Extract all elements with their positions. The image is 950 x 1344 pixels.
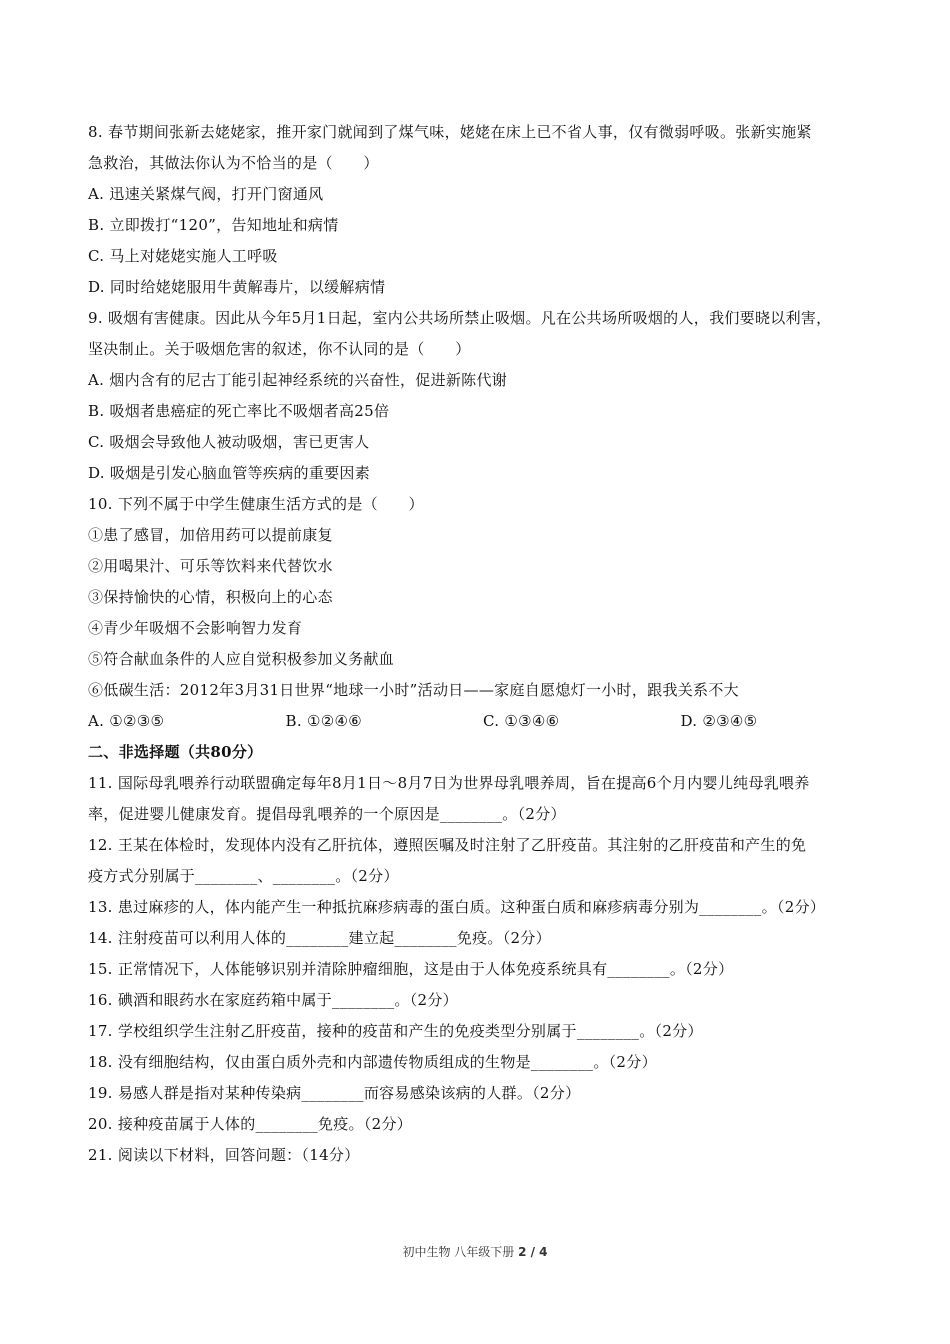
text-line: 19. 易感人群是指对某种传染病________而容易感染该病的人群。（2分） [88,1084,581,1102]
text-line: 8. 春节期间张新去姥姥家，推开家门就闻到了煤气味，姥姥在床上已不省人事，仅有微弱呼吸。张新实施紧 [88,123,812,141]
q10-option-a: A. ①②③⑤ [88,712,165,730]
text-line: 急救治，其做法你认为不恰当的是（ ） [88,154,379,172]
statement-line: ⑥低碳生活：2012年3月31日世界“地球一小时”活动日——家庭自愿熄灯一小时，跟我关系不大 [88,681,739,699]
page-number: 2 / 4 [518,1245,548,1259]
text-line: 16. 碘酒和眼药水在家庭药箱中属于________。（2分） [88,991,458,1009]
section-title: 二、非选择题（共80分） [88,743,263,761]
option-line: A. 烟内含有的尼古丁能引起神经系统的兴奋性，促进新陈代谢 [88,371,508,389]
text-line: 10. 下列不属于中学生健康生活方式的是（ ） [88,495,424,513]
q10-options [88,706,878,737]
q10-option-b: B. ①②④⑥ [285,712,362,730]
text-line: 疫方式分别属于________、________。（2分） [88,867,399,885]
text-line: 15. 正常情况下，人体能够识别并清除肿瘤细胞，这是由于人体免疫系统具有________。（2分） [88,960,734,978]
statement-line: ③保持愉快的心情，积极向上的心态 [88,588,333,606]
page-footer [0,1243,950,1260]
text-line: 13. 患过麻疹的人，体内能产生一种抵抗麻疹病毒的蛋白质。这种蛋白质和麻疹病毒分别为________。（2分） [88,898,826,916]
text-line: 率，促进婴儿健康发育。提倡母乳喂养的一个原因是________。（2分） [88,805,566,823]
statement-line: ⑤符合献血条件的人应自觉积极参加义务献血 [88,650,395,668]
option-line: C. 马上对姥姥实施人工呼吸 [88,247,278,265]
text-line: 9. 吸烟有害健康。因此从今年5月1日起，室内公共场所禁止吸烟。凡在公共场所吸烟的人，我们要晓以利害， [88,309,832,327]
text-line: 20. 接种疫苗属于人体的________免疫。（2分） [88,1115,413,1133]
option-line: D. 同时给姥姥服用牛黄解毒片，以缓解病情 [88,278,386,296]
text-line: 12. 王某在体检时，发现体内没有乙肝抗体，遵照医嘱及时注射了乙肝疫苗。其注射的乙肝疫苗和产生的免 [88,836,807,854]
text-line: 14. 注射疫苗可以利用人体的________建立起________免疫。（2分） [88,929,551,947]
text-line: 坚决制止。关于吸烟危害的叙述，你不认同的是（ ） [88,340,471,358]
q10-option-d: D. ②③④⑤ [680,712,758,730]
statement-line: ②用喝果汁、可乐等饮料来代替饮水 [88,557,333,575]
option-line: A. 迅速关紧煤气阀，打开门窗通风 [88,185,324,203]
text-line: 18. 没有细胞结构，仅由蛋白质外壳和内部遗传物质组成的生物是________。（2分） [88,1053,657,1071]
option-line: C. 吸烟会导致他人被动吸烟，害已更害人 [88,433,370,451]
option-line: D. 吸烟是引发心脑血管等疾病的重要因素 [88,464,371,482]
text-line: 11. 国际母乳喂养行动联盟确定每年8月1日～8月7日为世界母乳喂养周，旨在提高6个月内婴儿纯母乳喂养 [88,774,810,792]
footer-text: 初中生物 八年级下册 [402,1245,519,1259]
text-line: 21. 阅读以下材料，回答问题：（14分） [88,1146,360,1164]
option-line: B. 吸烟者患癌症的死亡率比不吸烟者高25倍 [88,402,390,420]
statement-line: ①患了感冒，加倍用药可以提前康复 [88,526,333,544]
option-line: B. 立即拨打“120”，告知地址和病情 [88,216,339,234]
exam-page [88,117,878,1171]
statement-line: ④青少年吸烟不会影响智力发育 [88,619,303,637]
text-line: 17. 学校组织学生注射乙肝疫苗，接种的疫苗和产生的免疫类型分别属于________。（2分） [88,1022,703,1040]
q10-option-c: C. ①③④⑥ [483,712,560,730]
